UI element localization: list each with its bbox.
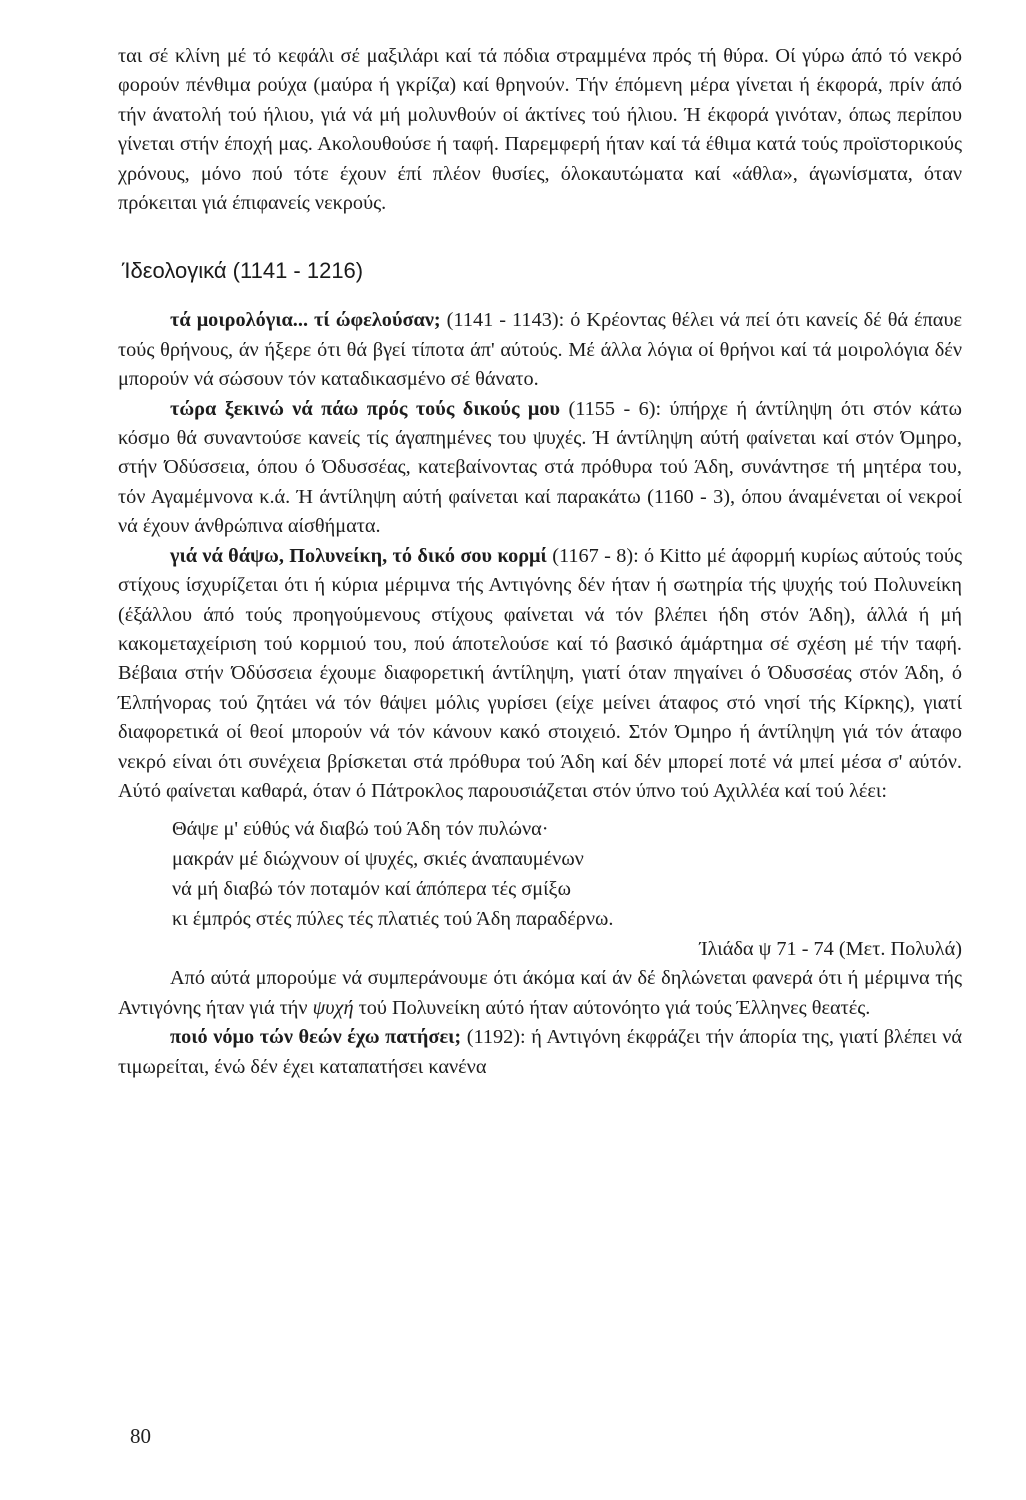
poem-quote [172,814,962,934]
lead-phrase: γιά νά θάψω, Πολυνείκη, τό δικό σου κορμί [170,544,547,567]
paragraph-poio-nomo [118,1023,962,1082]
page-number: 80 [130,1424,151,1448]
page-body [118,42,962,1082]
paragraph-text: (1141 - 1143): ό Κρέοντας θέλει νά πεί ότι κανείς δέ θά έπαυε τούς θρήνους, άν ήξερε ότι θά βγεί τίποτα άπ' αύτούς. Μέ άλλα λόγια οί θρήνοι καί τά μοιρολόγια δέν μπορούν νά σώσουν τόν καταδικασμένο σέ θάνατο. [118,309,962,391]
poem-citation: Ίλιάδα ψ 71 - 74 (Μετ. Πολυλά) [699,938,962,961]
italic-word: ψυχή [312,996,354,1019]
paragraph-text: (1192): ή Αντιγόνη έκφράζει τήν άπορία της, γιατί βλέπει νά τιμωρείται, ένώ δέν έχει καταπατήσει κανένα [118,1026,962,1078]
lead-phrase: τά μοιρολόγια... τί ώφελούσαν; [170,309,441,332]
poem-line: κι έμπρός στές πύλες τές πλατιές τού Άδη παραδέρνω. [172,908,614,931]
paragraph-text: Από αύτά μπορούμε νά συμπεράνουμε ότι άκόμα καί άν δέ δηλώνεται φανερά ότι ή μέριμνα τής Αντιγόνης ήταν γιά τήν [118,967,962,1019]
poem-line: νά μή διαβώ τόν ποταμόν καί άπόπερα τές σμίξω [172,878,571,901]
paragraph-text: τού Πολυνείκη αύτό ήταν αύτονόητο γιά τούς Έλληνες θεατές. [353,996,871,1019]
poem-line: Θάψε μ' εύθύς νά διαβώ τού Άδη τόν πυλώνα· [172,818,549,841]
lead-phrase: τώρα ξεκινώ νά πάω πρός τούς δικούς μου [170,397,561,420]
paragraph-text: (1167 - 8): ό Kitto μέ άφορμή κυρίως αύτούς τούς στίχους ίσχυρίζεται ότι ή κύρια μέριμνα τής Αντιγόνης δέν ήταν ή σωτηρία τής ψυχής τού Πολυνείκη (έξάλλου άπό τούς προηγούμενους στίχους φαίνεται νά τόν βλέπει ήδη στόν Άδη), άλλά ή μή κακομεταχείριση τού κορμιού του, πού άποτελούσε καί τό βασικό άμάρτημα σέ σχέση μέ τήν ταφή. Βέβαια στήν Όδύσσεια έχουμε διαφορετική άντίληψη, γιατί όταν πηγαίνει ό Όδυσσέας στόν Άδη, ό Έλπήνορας τού ζητάει νά τόν θάψει μόλις γυρίσει (είχε μείνει άταφος στό νησί τής Κίρκης), γιατί διαφορετικά οί θεοί μπορούν νά τόν κάνουν κακό στοιχειό. Στόν Όμηρο ή άντίληψη γιά τόν άταφο νεκρό είναι ότι συνέχεια βρίσκεται στά πρόθυρα τού Άδη καί δέν μπορεί ποτέ νά μπεί μέσα σ' αύτόν. Αύτό φαίνεται καθαρά, όταν ό Πάτροκλος παρουσιάζεται στόν ύπνο τού Αχιλλέα καί τού λέει: [118,544,962,802]
intro-paragraph: ται σέ κλίνη μέ τό κεφάλι σέ μαξιλάρι καί τά πόδια στραμμένα πρός τή θύρα. Οί γύρω άπό τό νεκρό φορούν πένθιμα ρούχα (μαύρα ή γκρίζα) καί θρηνούν. Τήν έπόμενη μέρα γίνεται ή έκφορά, πρίν άπό τήν άνατολή τού ήλιου, γιά νά μή μολυνθούν οί άκτίνες τού ήλιου. Ή έκφορά γινόταν, όπως περίπου γίνεται στήν έποχή μας. Ακολουθούσε ή ταφή. Παρεμφερή ήταν καί τά έθιμα κατά τούς προϊστορικούς χρόνους, μόνο πού τότε έχουν έπί πλέον θυσίες, όλοκαυτώματα καί «άθλα», άγωνίσματα, όταν πρόκειται γιά έπιφανείς νεκρούς. [118,45,962,215]
paragraph-moirologia [118,306,962,394]
lead-phrase: ποιό νόμο τών θεών έχω πατήσει; [170,1026,462,1049]
paragraph-tora-xekino [118,395,962,542]
paragraph-conclusion [118,964,962,1023]
poem-line: μακράν μέ διώχνουν οί ψυχές, σκιές άναπαυμένων [172,848,584,871]
paragraph-text: (1155 - 6): ύπήρχε ή άντίληψη ότι στόν κάτω κόσμο θά συναντούσε κανείς τίς άγαπημένες του ψυχές. Ή άντίληψη αύτή φαίνεται καί στόν Όμηρο, στήν Όδύσσεια, όπου ό Όδυσσέας, κατεβαίνοντας στά πρόθυρα τού Άδη, συνάντησε τή μητέρα του, τόν Αγαμέμνονα κ.ά. Ή άντίληψη αύτή φαίνεται καί παρακάτω (1160 - 3), όπου άναμένεται οί νεκροί νά έχουν άνθρώπινα αίσθήματα. [118,397,962,538]
section-heading: Ίδεολογικά (1141 - 1216) [122,258,364,284]
paragraph-gia-na-thapso [118,542,962,807]
